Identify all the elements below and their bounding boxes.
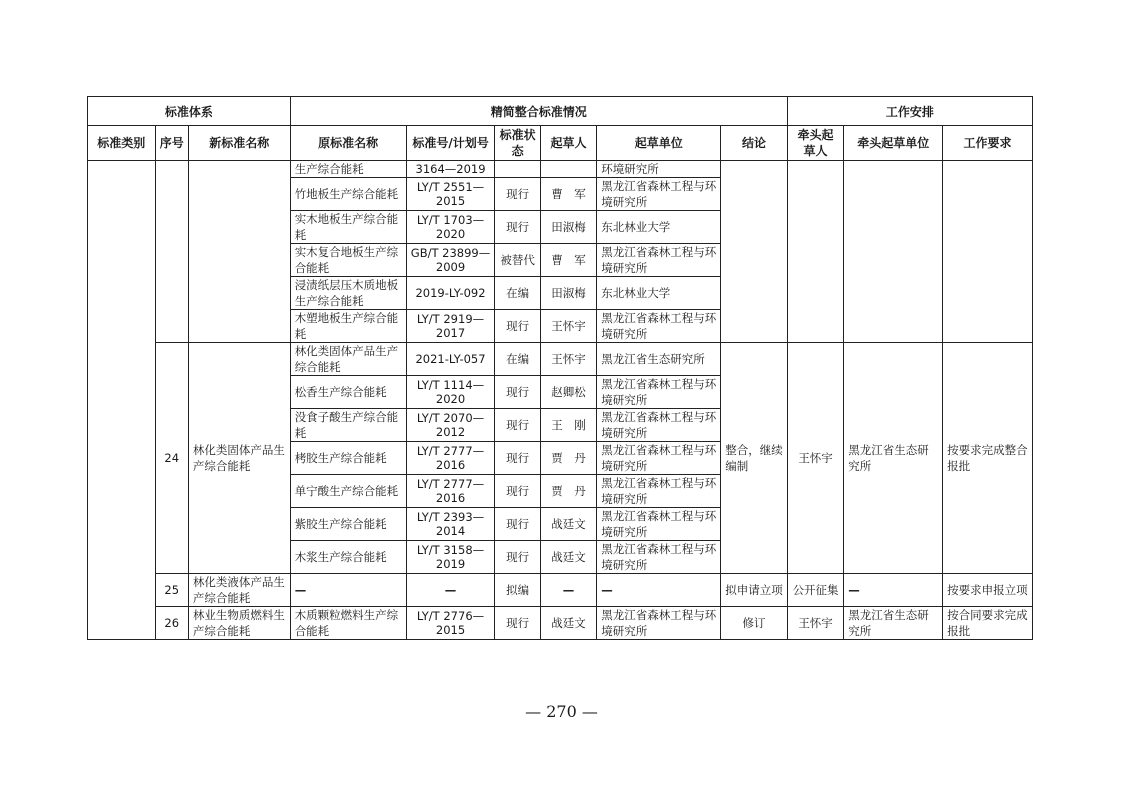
category-cell (88, 161, 156, 640)
std-no-cell: LY/T 2393—2014 (406, 508, 495, 541)
drafter-cell: 田淑梅 (540, 277, 596, 310)
new-name-cell: 林化类液体产品生产综合能耗 (188, 574, 290, 607)
std-no-cell: LY/T 2919—2017 (406, 310, 495, 343)
status-cell: 现行 (495, 541, 540, 574)
std-no-cell: GB/T 23899—2009 (406, 244, 495, 277)
drafter-cell: 贾 丹 (540, 442, 596, 475)
status-cell: 拟编 (495, 574, 540, 607)
lead-person-cell: 王怀宇 (787, 607, 843, 640)
orig-name-cell: 松香生产综合能耗 (290, 376, 406, 409)
seq-cell: 25 (155, 574, 188, 607)
unit-cell: 东北林业大学 (597, 277, 721, 310)
unit-cell: 黑龙江省生态研究所 (597, 343, 721, 376)
col-header-conclusion: 结论 (721, 126, 788, 161)
orig-name-cell: 木塑地板生产综合能耗 (290, 310, 406, 343)
unit-cell: 黑龙江省森林工程与环境研究所 (597, 508, 721, 541)
orig-name-cell: 紫胶生产综合能耗 (290, 508, 406, 541)
drafter-cell: 赵卿松 (540, 376, 596, 409)
drafter-cell: 王怀宇 (540, 310, 596, 343)
unit-cell: 黑龙江省森林工程与环境研究所 (597, 244, 721, 277)
std-no-cell: LY/T 1114—2020 (406, 376, 495, 409)
requirement-cell: 按要求申报立项 (943, 574, 1033, 607)
lead-unit-cell (844, 161, 943, 343)
table-row (88, 343, 1033, 376)
unit-cell: 环境研究所 (597, 161, 721, 178)
orig-name-cell: 浸渍纸层压木质地板生产综合能耗 (290, 277, 406, 310)
std-no-cell: LY/T 2777—2016 (406, 442, 495, 475)
drafter-cell: 王 刚 (540, 409, 596, 442)
seq-cell: 24 (155, 343, 188, 574)
std-no-cell: — (406, 574, 495, 607)
std-no-cell: LY/T 1703—2020 (406, 211, 495, 244)
col-header-lead-unit: 牵头起草单位 (844, 126, 943, 161)
orig-name-cell: — (290, 574, 406, 607)
std-no-cell: 3164—2019 (406, 161, 495, 178)
orig-name-cell: 单宁酸生产综合能耗 (290, 475, 406, 508)
unit-cell: 黑龙江省森林工程与环境研究所 (597, 541, 721, 574)
unit-cell: 黑龙江省森林工程与环境研究所 (597, 178, 721, 211)
col-header-new-name: 新标准名称 (188, 126, 290, 161)
unit-cell: 黑龙江省森林工程与环境研究所 (597, 376, 721, 409)
std-no-cell: LY/T 2777—2016 (406, 475, 495, 508)
orig-name-cell: 竹地板生产综合能耗 (290, 178, 406, 211)
unit-cell: — (597, 574, 721, 607)
lead-unit-cell: — (844, 574, 943, 607)
drafter-cell: 曹 军 (540, 244, 596, 277)
std-no-cell: LY/T 2070—2012 (406, 409, 495, 442)
conclusion-cell: 修订 (721, 607, 788, 640)
status-cell: 现行 (495, 475, 540, 508)
status-cell: 在编 (495, 343, 540, 376)
unit-cell: 黑龙江省森林工程与环境研究所 (597, 442, 721, 475)
col-header-requirement: 工作要求 (943, 126, 1033, 161)
unit-cell: 黑龙江省森林工程与环境研究所 (597, 607, 721, 640)
col-header-seq: 序号 (155, 126, 188, 161)
col-header-lead-person: 牵头起草人 (787, 126, 843, 161)
unit-cell: 东北林业大学 (597, 211, 721, 244)
group-header-integration: 精简整合标准情况 (290, 97, 787, 126)
orig-name-cell: 林化类固体产品生产综合能耗 (290, 343, 406, 376)
status-cell: 现行 (495, 442, 540, 475)
group-header-system: 标准体系 (88, 97, 291, 126)
unit-cell: 黑龙江省森林工程与环境研究所 (597, 409, 721, 442)
lead-person-cell: 王怀宇 (787, 343, 843, 574)
orig-name-cell: 木质颗粒燃料生产综合能耗 (290, 607, 406, 640)
drafter-cell: 战廷文 (540, 541, 596, 574)
col-header-category: 标准类别 (88, 126, 156, 161)
new-name-cell: 林业生物质燃料生产综合能耗 (188, 607, 290, 640)
orig-name-cell: 生产综合能耗 (290, 161, 406, 178)
drafter-cell (540, 161, 596, 178)
seq-cell: 26 (155, 607, 188, 640)
table-row (88, 574, 1033, 607)
status-cell (495, 161, 540, 178)
unit-cell: 黑龙江省森林工程与环境研究所 (597, 475, 721, 508)
drafter-cell: 曹 军 (540, 178, 596, 211)
page-number: — 270 — (525, 702, 598, 721)
group-header-work-plan: 工作安排 (787, 97, 1032, 126)
conclusion-cell: 拟申请立项 (721, 574, 788, 607)
lead-unit-cell: 黑龙江省生态研究所 (844, 343, 943, 574)
conclusion-cell: 整合，继续编制 (721, 343, 788, 574)
status-cell: 现行 (495, 607, 540, 640)
col-header-orig-name: 原标准名称 (290, 126, 406, 161)
drafter-cell: 贾 丹 (540, 475, 596, 508)
drafter-cell: 田淑梅 (540, 211, 596, 244)
orig-name-cell: 实木地板生产综合能耗 (290, 211, 406, 244)
orig-name-cell: 栲胶生产综合能耗 (290, 442, 406, 475)
drafter-cell: — (540, 574, 596, 607)
std-no-cell: 2021-LY-057 (406, 343, 495, 376)
std-no-cell: 2019-LY-092 (406, 277, 495, 310)
requirement-cell: 按合同要求完成报批 (943, 607, 1033, 640)
status-cell: 被替代 (495, 244, 540, 277)
table-row (88, 607, 1033, 640)
status-cell: 现行 (495, 310, 540, 343)
requirement-cell: 按要求完成整合报批 (943, 343, 1033, 574)
orig-name-cell: 没食子酸生产综合能耗 (290, 409, 406, 442)
std-no-cell: LY/T 2776—2015 (406, 607, 495, 640)
status-cell: 现行 (495, 376, 540, 409)
status-cell: 现行 (495, 211, 540, 244)
drafter-cell: 战廷文 (540, 607, 596, 640)
drafter-cell: 战廷文 (540, 508, 596, 541)
col-header-std-no: 标准号/计划号 (406, 126, 495, 161)
conclusion-cell (721, 161, 788, 343)
col-header-drafter: 起草人 (540, 126, 596, 161)
status-cell: 现行 (495, 409, 540, 442)
requirement-cell (943, 161, 1033, 343)
lead-person-cell: 公开征集 (787, 574, 843, 607)
table-row (88, 161, 1033, 178)
col-header-status: 标准状态 (495, 126, 540, 161)
lead-unit-cell: 黑龙江省生态研究所 (844, 607, 943, 640)
orig-name-cell: 木浆生产综合能耗 (290, 541, 406, 574)
status-cell: 现行 (495, 508, 540, 541)
new-name-cell (188, 161, 290, 343)
std-no-cell: LY/T 2551—2015 (406, 178, 495, 211)
status-cell: 现行 (495, 178, 540, 211)
col-header-unit: 起草单位 (597, 126, 721, 161)
standards-table (87, 96, 1033, 640)
seq-cell (155, 161, 188, 343)
drafter-cell: 王怀宇 (540, 343, 596, 376)
std-no-cell: LY/T 3158—2019 (406, 541, 495, 574)
status-cell: 在编 (495, 277, 540, 310)
new-name-cell: 林化类固体产品生产综合能耗 (188, 343, 290, 574)
lead-person-cell (787, 161, 843, 343)
unit-cell: 黑龙江省森林工程与环境研究所 (597, 310, 721, 343)
orig-name-cell: 实木复合地板生产综合能耗 (290, 244, 406, 277)
